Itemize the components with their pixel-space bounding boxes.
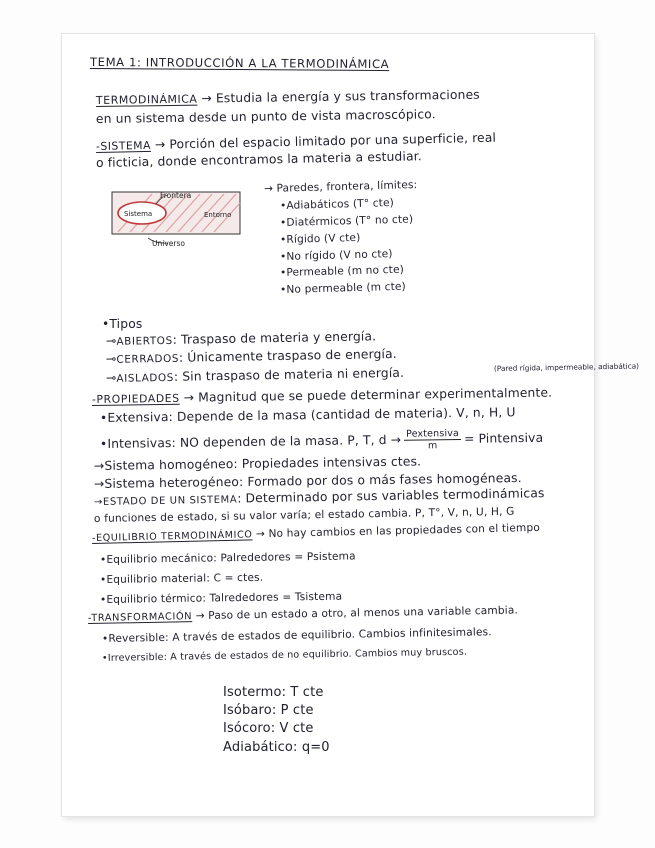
termodinamica-term: TERMODINÁMICA [95, 92, 198, 107]
tipos-abiertos: ⊸ABIERTOS: Traspaso de materia y energía. [105, 329, 377, 348]
fraction-numerator: Pextensiva [404, 428, 461, 441]
transformacion-definition: → Paso de un estado a otro, al menos una variable cambia. [192, 604, 519, 623]
equilibrio-definition: → No hay cambios en las propiedades con el tiempo [252, 521, 541, 541]
homogeneo-line: →Sistema homogéneo: Propiedades intensivas ctes. [93, 454, 422, 473]
tipos-aislados: ⊸AISLADOS: Sin traspaso de materia ni energía. [105, 365, 405, 385]
walls-header: → Paredes, frontera, límites: [263, 178, 418, 195]
intensivas-text: •Intensivas: NO dependen de la masa. P, T, d → [99, 432, 402, 451]
aislados-label: AISLADOS [116, 371, 175, 385]
tipos-header: •Tipos [102, 317, 143, 331]
fraction-result: = Pintensiva [463, 430, 544, 446]
walls-item-diatermicos: •Diatérmicos (T° no cte) [279, 213, 414, 229]
process-adiabatico: Adiabático: q=0 [223, 740, 330, 755]
page-title: TEMA 1: INTRODUCCIÓN A LA TERMODINÁMICA [89, 55, 390, 72]
cerrados-text: : Únicamente traspaso de energía. [178, 346, 397, 365]
heterogeneo-line: →Sistema heterogéneo: Formado por dos o más fases homogéneas. [93, 471, 522, 491]
diagram-label-universo: Universo [152, 239, 185, 248]
tipos-cerrados: ⊸CERRADOS: Únicamente traspaso de energía. [105, 346, 397, 366]
equilibrio-term: -EQUILIBRIO TERMODINÁMICO [91, 529, 253, 544]
arrow: → [150, 137, 170, 152]
transformacion-term: -TRANSFORMACIÓN [87, 611, 193, 624]
diagram-label-sistema: Sistema [124, 210, 153, 218]
equilibrio-termico: •Equilibrio térmico: Talrededores = Tsistema [99, 590, 343, 606]
equilibrio-material: •Equilibrio material: C = ctes. [99, 571, 264, 586]
walls-item-adiabaticos: •Adiabáticos (T° cte) [279, 197, 395, 212]
aislados-text: : Sin traspaso de materia ni energía. [173, 365, 405, 384]
aislados-note: (Pared rígida, impermeable, adiabática) [493, 361, 640, 373]
walls-item-rigido: •Rígido (V cte) [279, 231, 361, 246]
termodinamica-definition: Estudia la energía y sus transformaciones [215, 87, 480, 106]
sistema-term: -SISTEMA [95, 138, 152, 153]
fraction-denominator: m [427, 440, 438, 452]
system-diagram [108, 186, 248, 248]
propiedades-term: -PROPIEDADES [91, 391, 180, 406]
estado-label: →ESTADO DE UN SISTEMA [93, 494, 238, 508]
extensiva-line: •Extensiva: Depende de la masa (cantidad de materia). V, n, H, U [99, 405, 516, 425]
arrow: → [197, 91, 217, 106]
irreversible-line: •Irreversible: A través de estados de no equilibrio. Cambios muy bruscos. [101, 646, 468, 664]
termodinamica-line-2: en un sistema desde un punto de vista macroscópico. [95, 107, 436, 126]
estado-line-2: o funciones de estado, si su valor varía; el estado cambia. P, T°, V, n, U, H, G [93, 505, 515, 525]
abiertos-text: : Traspaso de materia y energía. [172, 329, 377, 347]
sistema-line-2: o ficticia, donde encontramos la materia a estudiar. [95, 149, 422, 170]
walls-item-no-rigido: •No rígido (V no cte) [279, 248, 393, 263]
reversible-line: •Reversible: A través de estados de equilibrio. Cambios infinitesimales. [101, 626, 492, 645]
cerrados-label: CERRADOS [116, 352, 180, 366]
process-isocoro: Isócoro: V cte [223, 721, 314, 736]
estado-text: : Determinado por sus variables termodinámicas [237, 486, 545, 506]
abiertos-label: ABIERTOS [116, 334, 173, 348]
walls-item-no-permeable: •No permeable (m cte) [279, 280, 407, 296]
process-isobaro: Isóbaro: P cte [223, 703, 314, 718]
propiedades-definition: → Magnitud que se puede determinar experimentalmente. [179, 385, 553, 405]
diagram-label-frontera: Frontera [160, 191, 192, 200]
diagram-label-entorno: Entorno [204, 211, 232, 219]
process-isotermo: Isotermo: T cte [223, 685, 324, 700]
equilibrio-mecanico: •Equilibrio mecánico: Palrededores = Psistema [99, 550, 356, 566]
intensive-fraction [404, 428, 461, 452]
walls-item-permeable: •Permeable (m no cte) [279, 263, 405, 279]
sistema-definition: Porción del espacio limitado por una superficie, real [169, 130, 497, 152]
